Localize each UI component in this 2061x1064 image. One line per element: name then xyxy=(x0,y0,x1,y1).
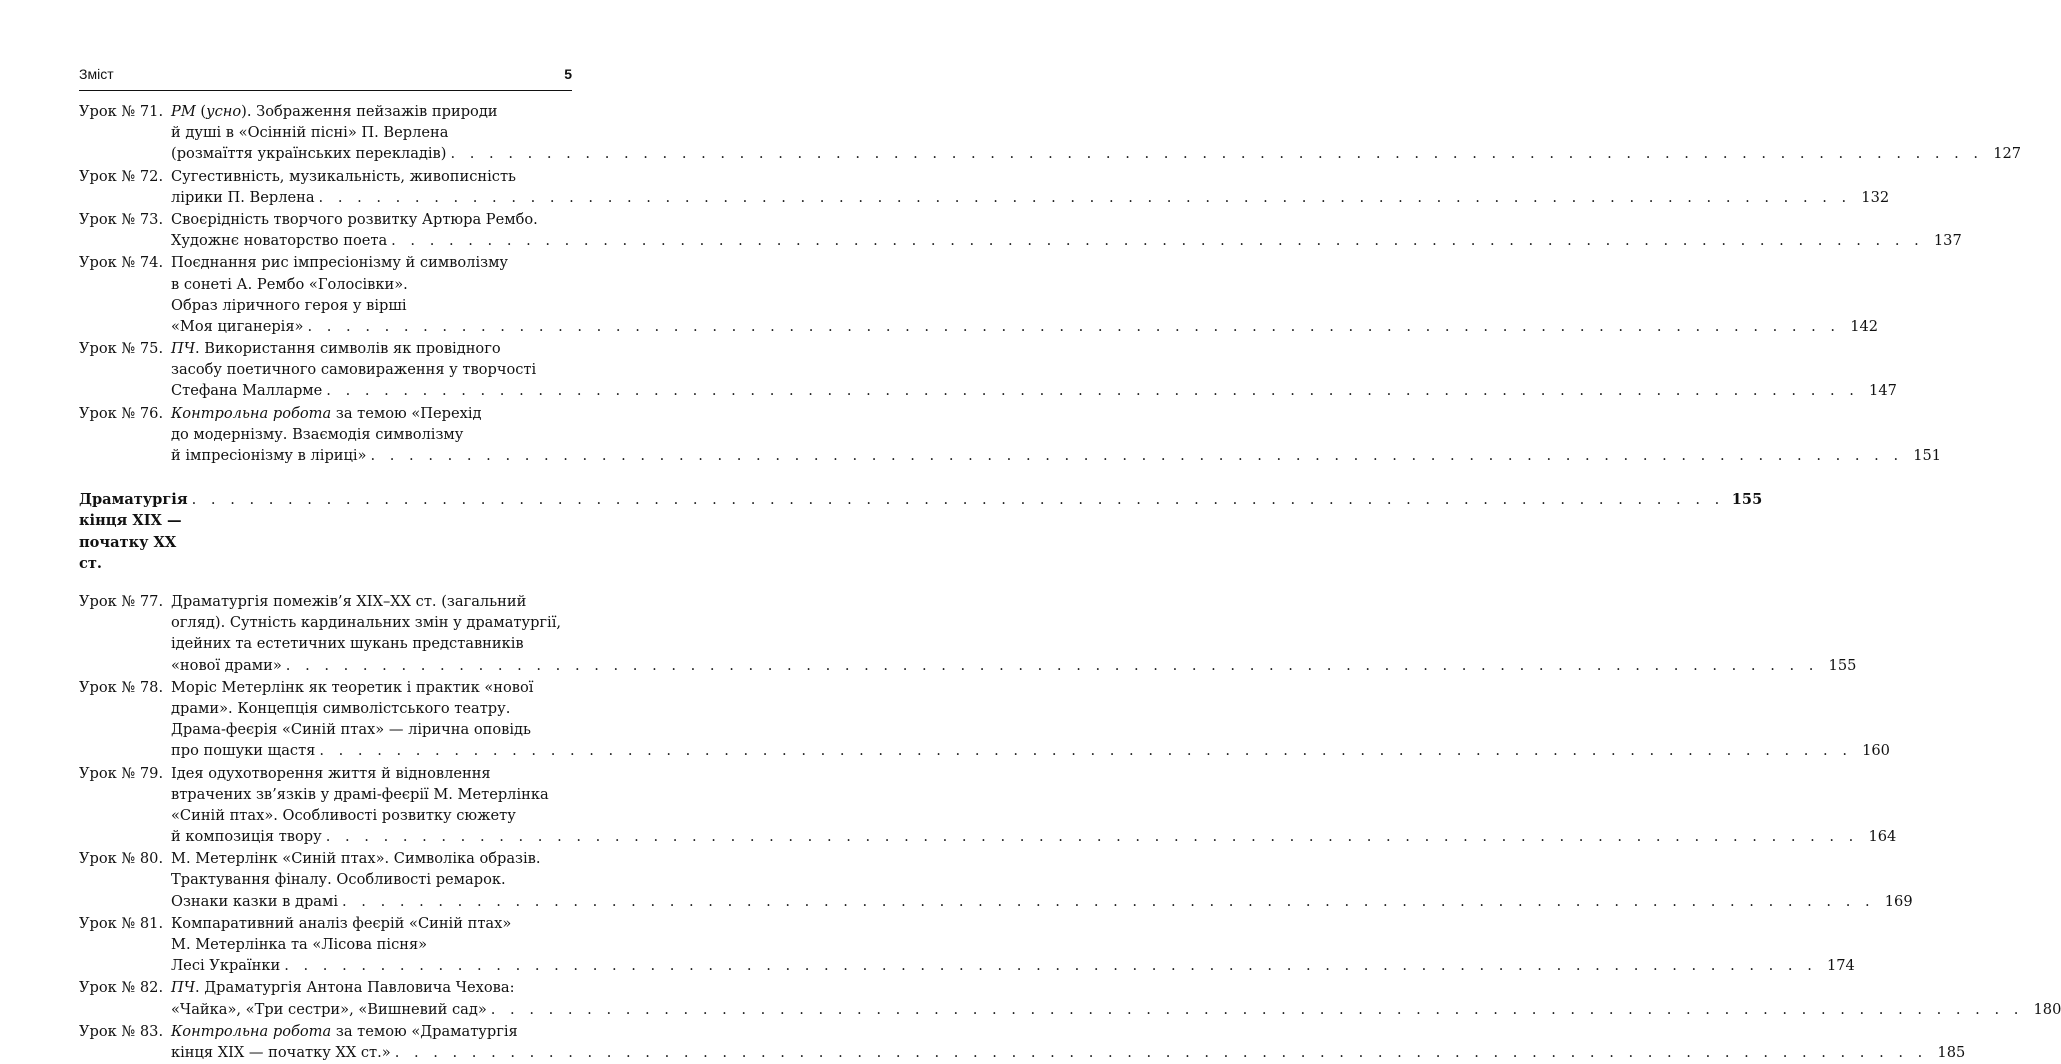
lesson-label: Урок № 83. xyxy=(79,1022,164,1040)
page-number: 5 xyxy=(564,66,572,82)
italic-text: ПЧ xyxy=(171,340,196,358)
lesson-title xyxy=(171,101,2021,165)
page-ref: 142 xyxy=(1850,317,1879,335)
text: Ознаки казки в драмі xyxy=(171,892,339,910)
title-line xyxy=(171,230,1962,251)
text: «Моя циганерія» xyxy=(171,317,304,335)
leader-dots: . . . . . . . . . . . . . . . . . . . . . . . . . . . . . . . . . . . . . . . . . . . . . . . . . . . . . . . . . . . . . . . . . . . . . . . . . . . . . . . . xyxy=(394,1043,1928,1061)
text: «Чайка», «Три сестри», «Вишневий сад» xyxy=(171,1000,487,1018)
text: Ідея одухотворення життя й відновлення xyxy=(171,764,491,782)
toc-entry[interactable] xyxy=(79,403,1942,467)
italic-text: ПЧ xyxy=(171,979,196,997)
page-ref: 169 xyxy=(1884,892,1913,910)
lesson-title xyxy=(171,977,2061,1019)
lesson-label: Урок № 73. xyxy=(79,210,164,228)
toc-group-drama xyxy=(79,591,2061,1063)
title-line xyxy=(171,805,1896,826)
lesson-title xyxy=(171,913,1855,977)
title-line xyxy=(171,380,1897,401)
leader-dots: . . . . . . . . . . . . . . . . . . . . . . . . . . . . . . . . . . . . . . . . . . . . . . . . . . . . . . . . . . . . . . . . . . . . . . . . . . . . . . . . xyxy=(325,828,1859,846)
title-line xyxy=(171,187,1889,208)
text: й імпресіонізму в ліриці» xyxy=(171,447,367,464)
text: Сугестивність, музикальність, живописність xyxy=(171,167,516,185)
title-line xyxy=(171,101,2021,122)
toc-entry[interactable] xyxy=(79,977,2061,1019)
text: про пошуки щастя xyxy=(171,742,316,760)
title-line xyxy=(171,763,1896,784)
text: лірики П. Верлена xyxy=(171,188,315,206)
title-line xyxy=(171,143,2021,164)
text: «Синій птах». Особливості розвитку сюжету xyxy=(171,806,516,824)
lesson-label: Урок № 76. xyxy=(79,404,164,422)
text: драми». Концепція символістського театру. xyxy=(171,699,511,717)
toc-section-heading[interactable] xyxy=(79,489,1763,574)
text: Драма-феєрія «Синій птах» — лірична оповідь xyxy=(171,721,531,739)
lesson-title xyxy=(171,848,1913,912)
title-line xyxy=(171,338,1897,359)
running-title: Зміст xyxy=(79,66,114,82)
toc-entry[interactable] xyxy=(79,763,1897,848)
title-line xyxy=(171,869,1913,890)
lesson-label: Урок № 82. xyxy=(79,979,164,997)
toc-entry[interactable] xyxy=(79,1021,1966,1063)
title-line xyxy=(171,698,1890,719)
text: Трактування фіналу. Особливості ремарок. xyxy=(171,871,506,889)
title-line xyxy=(171,445,1941,466)
leader-dots: . . . . . . . . . . . . . . . . . . . . . . . . . . . . . . . . . . . . . . . . . . . . . . . . . . . . . . . . . . . . . . . . . . . . . . . . . . . . . . . . xyxy=(307,317,1841,335)
page-ref: 127 xyxy=(1993,145,2022,163)
text: кінця XIX — початку XX ст.» xyxy=(171,1043,391,1061)
text: за темою «Драматургія xyxy=(331,1022,518,1040)
lesson-title xyxy=(171,677,1890,762)
text: Драматургія пoмежів’я XIX–XX ст. (загальний xyxy=(171,593,527,610)
title-line xyxy=(171,1042,1965,1063)
text: ідейних та естетичних шукань представників xyxy=(171,635,524,653)
title-line xyxy=(171,316,1878,337)
text: Моріс Метерлінк як теоретик і практик «нової xyxy=(171,678,534,696)
text: М. Метерлінка та «Лісова пісня» xyxy=(171,936,428,953)
leader-dots: . . . . . . . . . . . . . . . . . . . . . . . . . . . . . . . . . . . . . . . . . . . . . . . . . . . . . . . . . . . . . . . . . . . . . . . . . . . . . . . . xyxy=(370,447,1904,464)
text: в сонеті А. Рембо «Голосівки». xyxy=(171,275,408,293)
lesson-title xyxy=(171,763,1896,848)
title-line xyxy=(171,424,1941,445)
title-line xyxy=(171,999,2061,1020)
section-page: 155 xyxy=(1731,491,1763,509)
leader-dots: . . . . . . . . . . . . . . . . . . . . . . . . . . . . . . . . . . . . . . . . . . . . . . . . . . . . . . . . . . . . . . . . . . . . . . . . . . . . . . . . xyxy=(318,188,1852,206)
leader-dots: . . . . . . . . . . . . . . . . . . . . . . . . . . . . . . . . . . . . . . . . . . . . . . . . . . . . . . . . . . . . . . . . . . . . . . . . . . . . . . . . xyxy=(490,1000,2024,1018)
title-line xyxy=(171,891,1913,912)
lesson-title xyxy=(171,403,1941,467)
page-header xyxy=(79,66,572,91)
italic-text: Контрольна робота xyxy=(171,1022,332,1040)
section-title: Драматургія кінця XIX — початку XX ст. xyxy=(79,491,188,572)
title-line xyxy=(171,274,1878,295)
text: Образ ліричного героя у вірші xyxy=(171,296,407,314)
text: Художнє новаторство поета xyxy=(171,232,388,250)
title-line xyxy=(171,612,1856,633)
title-line xyxy=(171,1021,1965,1042)
italic-text: Контрольна робота xyxy=(171,404,332,422)
toc-entry[interactable] xyxy=(79,848,1913,912)
title-line xyxy=(171,209,1962,230)
leader-dots: . . . . . . . . . . . . . . . . . . . . . . . . . . . . . . . . . . . . . . . . . . . . . . . . . . . . . . . . . . . . . . . . . . . . . . . . . . . . . . . . xyxy=(284,957,1817,975)
toc-entry[interactable] xyxy=(79,338,1897,402)
text: М. Метерлінк «Синій птах». Символіка образів. xyxy=(171,850,541,868)
leader-dots: . . . . . . . . . . . . . . . . . . . . . . . . . . . . . . . . . . . . . . . . . . . . . . . . . . . . . . . . . . . . . . . . . . . . . . . . . . . . . . . . xyxy=(450,145,1984,163)
text: до модернізму. Взаємодія символізму xyxy=(171,425,464,443)
lesson-label: Урок № 79. xyxy=(79,764,164,782)
text: Своєрідність творчого розвитку Артюра Рембо. xyxy=(171,210,538,228)
lesson-label: Урок № 72. xyxy=(79,167,164,185)
text: «нової драми» xyxy=(171,656,282,674)
leader-dots: . . . . . . . . . . . . . . . . . . . . . . . . . . . . . . . . . . . . . . . . . . . . . . . . . . . . . . . . . . . . . . . . . . . . . . . . . . . . . . . . xyxy=(342,892,1875,910)
title-line xyxy=(171,740,1890,761)
page-ref: 132 xyxy=(1861,188,1890,206)
title-line xyxy=(171,848,1913,869)
toc-entry[interactable] xyxy=(79,913,1855,977)
toc-entry[interactable] xyxy=(79,209,1962,251)
title-line xyxy=(171,359,1897,380)
leader-dots: . . . . . . . . . . . . . . . . . . . . . . . . . . . . . . . . . . . . . . . . . . . . . . . . . . . . . . . . . . . . . . . . . . . . . . . . . . . . . . . . xyxy=(319,742,1852,760)
text: Лесі Українки xyxy=(171,957,281,975)
lesson-label: Урок № 80. xyxy=(79,850,164,868)
title-line xyxy=(171,295,1878,316)
lesson-label: Урок № 77. xyxy=(79,593,164,610)
title-line xyxy=(171,591,1856,612)
text: Стефана Малларме xyxy=(171,382,323,400)
page-ref: 164 xyxy=(1868,828,1897,846)
italic-text: РМ xyxy=(171,103,196,120)
text: втрачених зв’язків у драмі-феєрії М. Метерлінка xyxy=(171,785,549,803)
title-line xyxy=(171,677,1890,698)
table-of-contents xyxy=(79,101,2061,1064)
title-line xyxy=(171,719,1890,740)
toc-entry[interactable] xyxy=(79,677,1890,762)
lesson-label: Урок № 78. xyxy=(79,678,164,696)
title-line xyxy=(171,934,1855,955)
lesson-label: Урок № 74. xyxy=(79,254,164,272)
page-ref: 155 xyxy=(1828,656,1857,674)
leader-dots: . . . . . . . . . . . . . . . . . . . . . . . . . . . . . . . . . . . . . . . . . . . . . . . . . . . . . . . . . . . . . . . . . . . . . . . . . . . . . . . . xyxy=(326,382,1859,400)
page-ref: 147 xyxy=(1869,382,1897,400)
lesson-title xyxy=(171,209,1962,251)
text: засобу поетичного самовираження у творчості xyxy=(171,361,537,379)
title-line xyxy=(171,826,1896,847)
text: ). Зображення пейзажів природи xyxy=(241,103,498,120)
lesson-title xyxy=(171,166,1889,208)
toc-entry[interactable] xyxy=(79,166,1890,208)
lesson-label: Урок № 81. xyxy=(79,914,164,932)
text: (розмаїття українських перекладів) xyxy=(171,145,447,163)
toc-entry[interactable] xyxy=(79,591,1857,676)
lesson-label: Урок № 75. xyxy=(79,340,164,358)
page-ref: 151 xyxy=(1913,447,1942,464)
leader-dots: . . . . . . . . . . . . . . . . . . . . . . . . . . . . . . . . . . . . . . . . . . . . . . . . . . . . . . . . . . . . . . . . . . . . . . . . . . . . . . . . xyxy=(191,491,1725,509)
leader-dots: . . . . . . . . . . . . . . . . . . . . . . . . . . . . . . . . . . . . . . . . . . . . . . . . . . . . . . . . . . . . . . . . . . . . . . . . . . . . . . . . xyxy=(391,232,1924,250)
page-ref: 185 xyxy=(1937,1043,1966,1061)
title-line xyxy=(171,913,1855,934)
text: за темою «Перехід xyxy=(331,404,482,422)
text: й композиція твору xyxy=(171,828,322,846)
text: Поєднання рис імпресіонізму й символізму xyxy=(171,254,509,272)
title-line xyxy=(171,955,1855,976)
lesson-label: Урок № 71. xyxy=(79,103,164,120)
toc-group-lyrics xyxy=(79,101,2022,466)
toc-entry[interactable] xyxy=(79,101,2022,165)
page-ref: 174 xyxy=(1826,957,1855,975)
page-ref: 160 xyxy=(1862,742,1890,760)
title-line xyxy=(171,977,2061,998)
lesson-title xyxy=(171,591,1856,676)
lesson-title xyxy=(171,338,1897,402)
toc-entry[interactable] xyxy=(79,252,1879,337)
leader-dots: . . . . . . . . . . . . . . . . . . . . . . . . . . . . . . . . . . . . . . . . . . . . . . . . . . . . . . . . . . . . . . . . . . . . . . . . . . . . . . . . xyxy=(285,656,1819,674)
text: . Використання символів як провідного xyxy=(195,340,501,358)
italic-text: усно xyxy=(206,103,242,120)
lesson-title xyxy=(171,1021,1965,1063)
text: ( xyxy=(195,103,207,120)
title-line xyxy=(171,655,1856,676)
title-line xyxy=(171,122,2021,143)
title-line xyxy=(171,403,1941,424)
text: Компаративний аналіз феєрій «Синій птах» xyxy=(171,914,512,932)
title-line xyxy=(171,633,1856,654)
page-ref: 180 xyxy=(2033,1000,2061,1018)
title-line xyxy=(171,252,1878,273)
text: . Драматургія Антона Павловича Чехова: xyxy=(195,979,515,997)
title-line xyxy=(171,166,1889,187)
lesson-title xyxy=(171,252,1878,337)
page-ref: 137 xyxy=(1933,232,1962,250)
text: й душі в «Осінній пісні» П. Верлена xyxy=(171,124,449,142)
title-line xyxy=(171,784,1896,805)
text: огляд). Сутність кардинальних змін у драматургії, xyxy=(171,614,562,632)
